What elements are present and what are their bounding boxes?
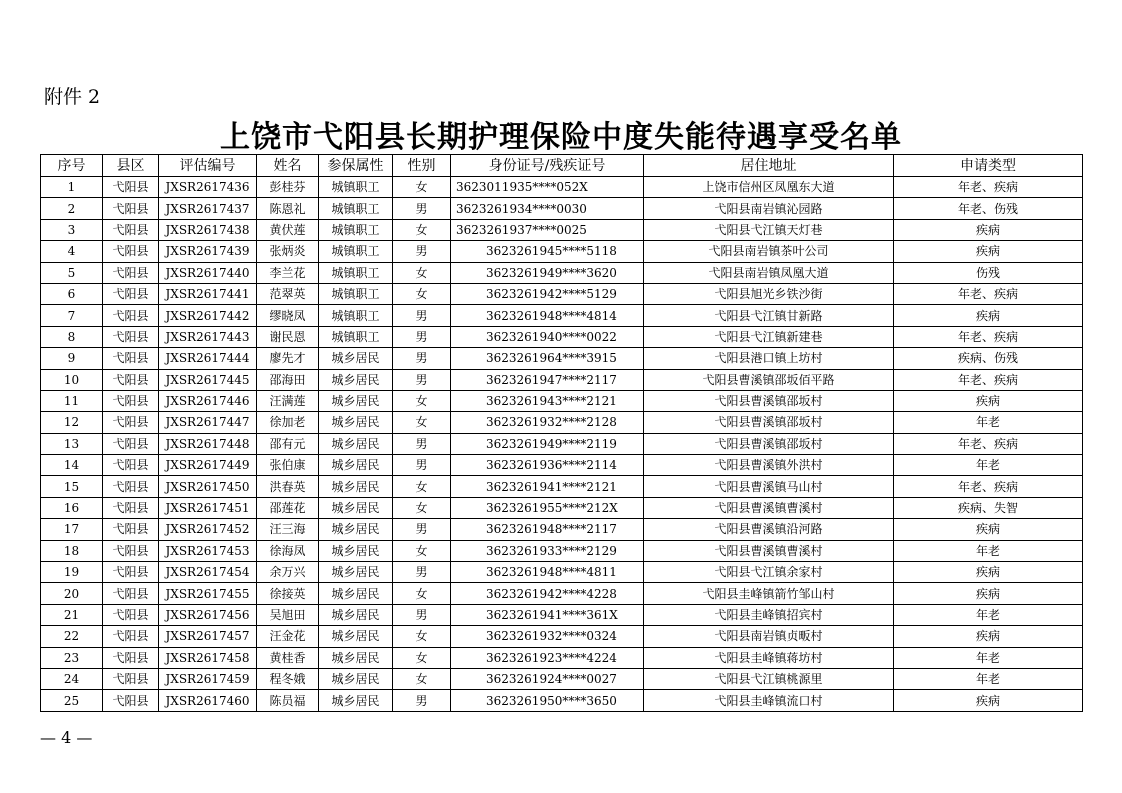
col-address: 弋阳县弋江镇天灯巷 (644, 219, 894, 240)
col-gender: 男 (393, 433, 451, 454)
table-row (41, 626, 1083, 647)
col-assessment-no: JXSR2617439 (159, 241, 257, 262)
col-insurance-type: 城乡居民 (319, 433, 393, 454)
col-insurance-type: 城乡居民 (319, 476, 393, 497)
col-insurance-type: 城乡居民 (319, 540, 393, 561)
col-county: 弋阳县 (103, 497, 159, 518)
col-insurance-type: 城乡居民 (319, 497, 393, 518)
col-id-number: 3623261932****0324 (451, 626, 644, 647)
col-name: 邵海田 (257, 369, 319, 390)
col-id-number: 3623261933****2129 (451, 540, 644, 561)
col-county: 弋阳县 (103, 626, 159, 647)
col-name: 张伯康 (257, 455, 319, 476)
col-county: 弋阳县 (103, 241, 159, 262)
col-insurance-type: 城乡居民 (319, 412, 393, 433)
col-id-number: 3623261936****2114 (451, 455, 644, 476)
col-county: 弋阳县 (103, 433, 159, 454)
table-row (41, 412, 1083, 433)
col-county: 弋阳县 (103, 262, 159, 283)
col-address: 弋阳县南岩镇贞畈村 (644, 626, 894, 647)
col-index: 13 (41, 433, 103, 454)
col-application-type: 年老、疾病 (894, 283, 1083, 304)
col-name: 范翠英 (257, 283, 319, 304)
col-address: 弋阳县南岩镇沁园路 (644, 198, 894, 219)
col-application-type: 年老、疾病 (894, 476, 1083, 497)
col-id-number: 3623261949****2119 (451, 433, 644, 454)
col-assessment-no: JXSR2617438 (159, 219, 257, 240)
col-application-type: 年老 (894, 647, 1083, 668)
col-id-number: 3623261948****4811 (451, 562, 644, 583)
col-gender: 男 (393, 198, 451, 219)
table-row (41, 433, 1083, 454)
col-gender: 女 (393, 626, 451, 647)
col-county: 弋阳县 (103, 668, 159, 689)
col-county: 弋阳县 (103, 369, 159, 390)
col-index: 3 (41, 219, 103, 240)
col-gender: 女 (393, 647, 451, 668)
table-body (41, 177, 1083, 712)
beneficiary-table (40, 154, 1083, 712)
col-gender: 男 (393, 241, 451, 262)
table-row (41, 583, 1083, 604)
col-id-number: 3623261948****2117 (451, 519, 644, 540)
col-address: 弋阳县曹溪镇沿河路 (644, 519, 894, 540)
col-index: 12 (41, 412, 103, 433)
col-name: 谢民恩 (257, 326, 319, 347)
col-assessment-no: JXSR2617449 (159, 455, 257, 476)
col-index: 8 (41, 326, 103, 347)
col-application-type: 年老 (894, 540, 1083, 561)
col-application-type: 年老、疾病 (894, 177, 1083, 198)
col-address: 弋阳县圭峰镇流口村 (644, 690, 894, 711)
col-address: 弋阳县曹溪镇马山村 (644, 476, 894, 497)
col-application-type: 年老、疾病 (894, 369, 1083, 390)
col-address: 弋阳县南岩镇茶叶公司 (644, 241, 894, 262)
col-name: 邵莲花 (257, 497, 319, 518)
col-gender: 男 (393, 348, 451, 369)
col-insurance-type: 城镇职工 (319, 283, 393, 304)
col-address: 弋阳县曹溪镇曹溪村 (644, 540, 894, 561)
col-index: 11 (41, 390, 103, 411)
page-number: — 4 — (40, 728, 93, 747)
col-name: 程冬娥 (257, 668, 319, 689)
col-application-type: 疾病、失智 (894, 497, 1083, 518)
table-row (41, 497, 1083, 518)
col-county: 弋阳县 (103, 348, 159, 369)
col-index: 9 (41, 348, 103, 369)
col-insurance-type: 城镇职工 (319, 305, 393, 326)
col-address: 弋阳县圭峰镇蒋坊村 (644, 647, 894, 668)
col-insurance-type: 城乡居民 (319, 647, 393, 668)
col-application-type: 年老 (894, 412, 1083, 433)
col-index: 5 (41, 262, 103, 283)
header-col-gender: 性别 (393, 155, 451, 177)
col-id-number: 3623261934****0030 (451, 198, 644, 219)
col-assessment-no: JXSR2617457 (159, 626, 257, 647)
col-assessment-no: JXSR2617441 (159, 283, 257, 304)
col-address: 上饶市信州区凤凰东大道 (644, 177, 894, 198)
page-title: 上饶市弋阳县长期护理保险中度失能待遇享受名单 (220, 120, 902, 155)
col-county: 弋阳县 (103, 476, 159, 497)
table-row (41, 369, 1083, 390)
col-assessment-no: JXSR2617452 (159, 519, 257, 540)
col-gender: 女 (393, 262, 451, 283)
col-index: 16 (41, 497, 103, 518)
col-index: 6 (41, 283, 103, 304)
col-name: 汪金花 (257, 626, 319, 647)
col-index: 23 (41, 647, 103, 668)
col-id-number: 3623261948****4814 (451, 305, 644, 326)
col-application-type: 疾病 (894, 690, 1083, 711)
col-index: 19 (41, 562, 103, 583)
col-address: 弋阳县弋江镇新建巷 (644, 326, 894, 347)
col-address: 弋阳县曹溪镇曹溪村 (644, 497, 894, 518)
header-col-id-number: 身份证号/残疾证号 (451, 155, 644, 177)
table-row (41, 455, 1083, 476)
col-index: 10 (41, 369, 103, 390)
col-index: 4 (41, 241, 103, 262)
col-name: 廖先才 (257, 348, 319, 369)
col-index: 18 (41, 540, 103, 561)
table-row (41, 540, 1083, 561)
col-id-number: 3623261950****3650 (451, 690, 644, 711)
col-insurance-type: 城乡居民 (319, 455, 393, 476)
col-county: 弋阳县 (103, 604, 159, 625)
table-row (41, 283, 1083, 304)
col-county: 弋阳县 (103, 390, 159, 411)
col-gender: 女 (393, 412, 451, 433)
table-row (41, 305, 1083, 326)
col-application-type: 伤残 (894, 262, 1083, 283)
col-address: 弋阳县旭光乡铁沙街 (644, 283, 894, 304)
col-address: 弋阳县港口镇上坊村 (644, 348, 894, 369)
attachment-label: 附件 2 (44, 86, 101, 108)
col-assessment-no: JXSR2617437 (159, 198, 257, 219)
col-id-number: 3623261924****0027 (451, 668, 644, 689)
col-index: 2 (41, 198, 103, 219)
col-insurance-type: 城乡居民 (319, 519, 393, 540)
col-application-type: 疾病、伤残 (894, 348, 1083, 369)
col-name: 汪三海 (257, 519, 319, 540)
table-row (41, 348, 1083, 369)
table-row (41, 177, 1083, 198)
col-insurance-type: 城镇职工 (319, 262, 393, 283)
col-insurance-type: 城乡居民 (319, 604, 393, 625)
col-index: 24 (41, 668, 103, 689)
col-index: 15 (41, 476, 103, 497)
table-row (41, 690, 1083, 711)
col-name: 洪春英 (257, 476, 319, 497)
col-name: 黄伏莲 (257, 219, 319, 240)
col-assessment-no: JXSR2617440 (159, 262, 257, 283)
col-gender: 男 (393, 519, 451, 540)
col-insurance-type: 城乡居民 (319, 390, 393, 411)
col-index: 7 (41, 305, 103, 326)
col-assessment-no: JXSR2617450 (159, 476, 257, 497)
table-header-row (41, 155, 1083, 177)
col-insurance-type: 城乡居民 (319, 668, 393, 689)
col-name: 陈员福 (257, 690, 319, 711)
col-gender: 女 (393, 390, 451, 411)
col-county: 弋阳县 (103, 177, 159, 198)
col-gender: 女 (393, 540, 451, 561)
col-insurance-type: 城镇职工 (319, 177, 393, 198)
col-name: 张炳炎 (257, 241, 319, 262)
col-assessment-no: JXSR2617458 (159, 647, 257, 668)
col-insurance-type: 城镇职工 (319, 326, 393, 347)
table-row (41, 562, 1083, 583)
col-address: 弋阳县弋江镇甘新路 (644, 305, 894, 326)
col-gender: 男 (393, 455, 451, 476)
col-address: 弋阳县曹溪镇邵坂佰平路 (644, 369, 894, 390)
col-name: 邵有元 (257, 433, 319, 454)
col-application-type: 年老 (894, 668, 1083, 689)
table-row (41, 198, 1083, 219)
col-assessment-no: JXSR2617459 (159, 668, 257, 689)
table-row (41, 262, 1083, 283)
col-county: 弋阳县 (103, 305, 159, 326)
col-application-type: 疾病 (894, 519, 1083, 540)
col-index: 25 (41, 690, 103, 711)
header-col-name: 姓名 (257, 155, 319, 177)
col-id-number: 3623261923****4224 (451, 647, 644, 668)
col-index: 21 (41, 604, 103, 625)
col-application-type: 年老、疾病 (894, 433, 1083, 454)
col-application-type: 疾病 (894, 626, 1083, 647)
col-county: 弋阳县 (103, 455, 159, 476)
col-address: 弋阳县曹溪镇邵坂村 (644, 390, 894, 411)
col-gender: 女 (393, 668, 451, 689)
col-address: 弋阳县曹溪镇邵坂村 (644, 433, 894, 454)
col-insurance-type: 城乡居民 (319, 583, 393, 604)
col-id-number: 3623261955****212X (451, 497, 644, 518)
col-name: 彭桂芬 (257, 177, 319, 198)
col-address: 弋阳县弋江镇桃源里 (644, 668, 894, 689)
col-address: 弋阳县南岩镇凤凰大道 (644, 262, 894, 283)
col-address: 弋阳县曹溪镇邵坂村 (644, 412, 894, 433)
col-county: 弋阳县 (103, 562, 159, 583)
col-address: 弋阳县圭峰镇箭竹邹山村 (644, 583, 894, 604)
col-assessment-no: JXSR2617443 (159, 326, 257, 347)
col-assessment-no: JXSR2617456 (159, 604, 257, 625)
table-row (41, 241, 1083, 262)
table-row (41, 668, 1083, 689)
col-index: 1 (41, 177, 103, 198)
col-gender: 女 (393, 177, 451, 198)
col-gender: 女 (393, 583, 451, 604)
col-application-type: 疾病 (894, 390, 1083, 411)
col-application-type: 年老 (894, 455, 1083, 476)
col-id-number: 3623261964****3915 (451, 348, 644, 369)
col-application-type: 年老 (894, 604, 1083, 625)
col-county: 弋阳县 (103, 283, 159, 304)
col-gender: 男 (393, 562, 451, 583)
header-col-address: 居住地址 (644, 155, 894, 177)
table-row (41, 326, 1083, 347)
col-assessment-no: JXSR2617448 (159, 433, 257, 454)
col-application-type: 疾病 (894, 583, 1083, 604)
col-application-type: 疾病 (894, 562, 1083, 583)
col-name: 黄桂香 (257, 647, 319, 668)
col-insurance-type: 城乡居民 (319, 369, 393, 390)
col-index: 22 (41, 626, 103, 647)
col-county: 弋阳县 (103, 326, 159, 347)
col-id-number: 3623261945****5118 (451, 241, 644, 262)
col-assessment-no: JXSR2617445 (159, 369, 257, 390)
col-index: 20 (41, 583, 103, 604)
col-name: 徐加老 (257, 412, 319, 433)
col-assessment-no: JXSR2617460 (159, 690, 257, 711)
col-gender: 女 (393, 497, 451, 518)
col-name: 缪晓凤 (257, 305, 319, 326)
col-insurance-type: 城乡居民 (319, 562, 393, 583)
col-assessment-no: JXSR2617455 (159, 583, 257, 604)
table-row (41, 390, 1083, 411)
col-insurance-type: 城镇职工 (319, 241, 393, 262)
col-id-number: 3623261949****3620 (451, 262, 644, 283)
col-id-number: 3623261943****2121 (451, 390, 644, 411)
col-gender: 男 (393, 604, 451, 625)
col-id-number: 3623261941****2121 (451, 476, 644, 497)
header-col-county: 县区 (103, 155, 159, 177)
col-county: 弋阳县 (103, 519, 159, 540)
col-application-type: 疾病 (894, 241, 1083, 262)
col-county: 弋阳县 (103, 198, 159, 219)
col-assessment-no: JXSR2617447 (159, 412, 257, 433)
col-insurance-type: 城镇职工 (319, 198, 393, 219)
col-county: 弋阳县 (103, 540, 159, 561)
col-insurance-type: 城乡居民 (319, 690, 393, 711)
col-name: 余万兴 (257, 562, 319, 583)
col-name: 陈恩礼 (257, 198, 319, 219)
col-assessment-no: JXSR2617453 (159, 540, 257, 561)
col-id-number: 3623261942****4228 (451, 583, 644, 604)
header-col-index: 序号 (41, 155, 103, 177)
col-gender: 女 (393, 476, 451, 497)
col-insurance-type: 城乡居民 (319, 626, 393, 647)
col-assessment-no: JXSR2617442 (159, 305, 257, 326)
col-id-number: 3623261940****0022 (451, 326, 644, 347)
col-gender: 女 (393, 219, 451, 240)
col-application-type: 年老、疾病 (894, 326, 1083, 347)
col-insurance-type: 城乡居民 (319, 348, 393, 369)
table-row (41, 647, 1083, 668)
col-county: 弋阳县 (103, 647, 159, 668)
col-address: 弋阳县弋江镇余家村 (644, 562, 894, 583)
col-assessment-no: JXSR2617451 (159, 497, 257, 518)
col-id-number: 3623261937****0025 (451, 219, 644, 240)
header-col-application-type: 申请类型 (894, 155, 1083, 177)
col-application-type: 疾病 (894, 219, 1083, 240)
col-county: 弋阳县 (103, 690, 159, 711)
col-id-number: 3623261942****5129 (451, 283, 644, 304)
col-id-number: 3623011935****052X (451, 177, 644, 198)
col-gender: 女 (393, 283, 451, 304)
col-application-type: 疾病 (894, 305, 1083, 326)
col-index: 17 (41, 519, 103, 540)
col-application-type: 年老、伤残 (894, 198, 1083, 219)
col-name: 徐接英 (257, 583, 319, 604)
col-county: 弋阳县 (103, 583, 159, 604)
col-assessment-no: JXSR2617436 (159, 177, 257, 198)
col-address: 弋阳县圭峰镇招宾村 (644, 604, 894, 625)
table-row (41, 219, 1083, 240)
col-index: 14 (41, 455, 103, 476)
table-row (41, 519, 1083, 540)
col-assessment-no: JXSR2617444 (159, 348, 257, 369)
col-gender: 男 (393, 369, 451, 390)
col-address: 弋阳县曹溪镇外洪村 (644, 455, 894, 476)
col-gender: 男 (393, 690, 451, 711)
col-gender: 男 (393, 326, 451, 347)
col-name: 汪满莲 (257, 390, 319, 411)
col-id-number: 3623261941****361X (451, 604, 644, 625)
header-col-insurance-type: 参保属性 (319, 155, 393, 177)
col-county: 弋阳县 (103, 219, 159, 240)
col-gender: 男 (393, 305, 451, 326)
col-county: 弋阳县 (103, 412, 159, 433)
col-id-number: 3623261932****2128 (451, 412, 644, 433)
col-name: 徐海凤 (257, 540, 319, 561)
col-assessment-no: JXSR2617446 (159, 390, 257, 411)
col-id-number: 3623261947****2117 (451, 369, 644, 390)
header-col-assessment-no: 评估编号 (159, 155, 257, 177)
table-row (41, 476, 1083, 497)
col-name: 吴旭田 (257, 604, 319, 625)
col-insurance-type: 城镇职工 (319, 219, 393, 240)
table-row (41, 604, 1083, 625)
col-name: 李兰花 (257, 262, 319, 283)
col-assessment-no: JXSR2617454 (159, 562, 257, 583)
